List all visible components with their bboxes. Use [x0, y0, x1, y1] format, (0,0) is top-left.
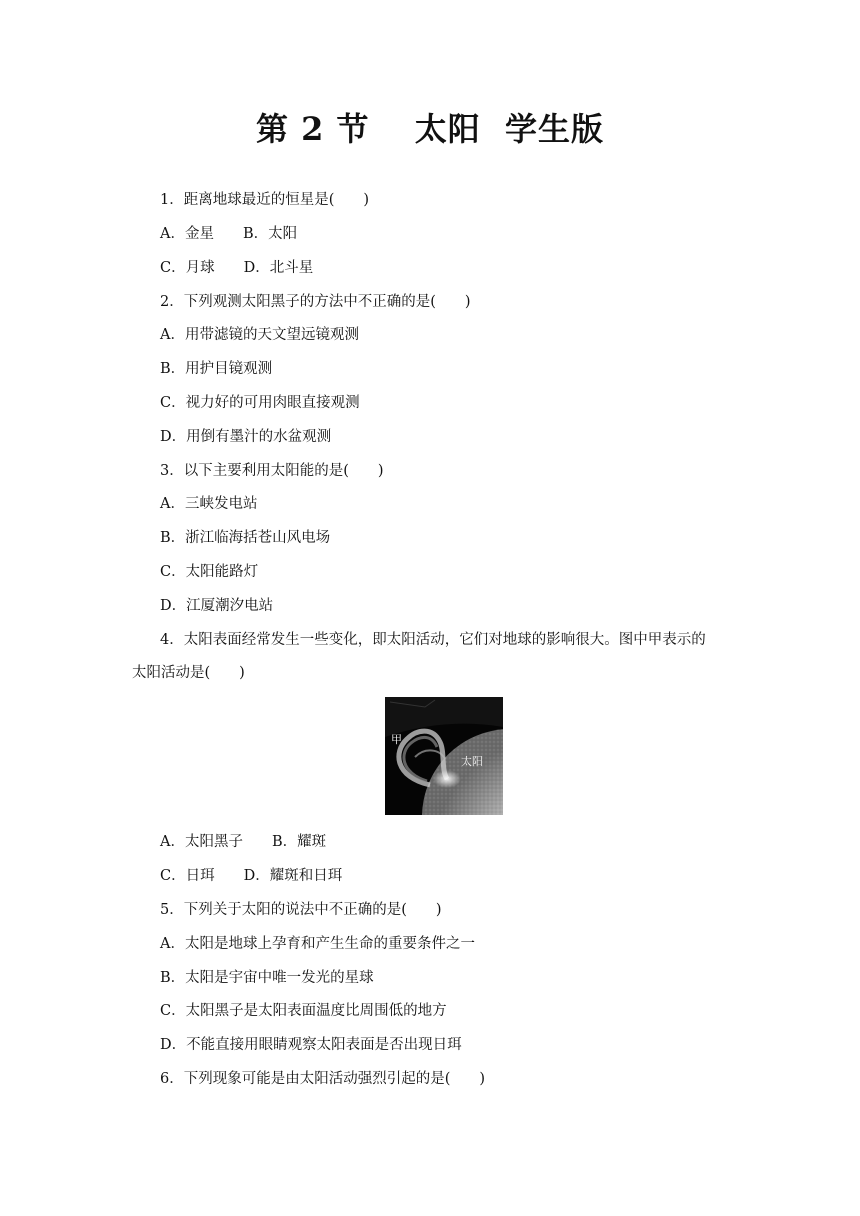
- question-1-option-cd: C．月球 D．北斗星: [160, 260, 314, 276]
- question-3-option-a: A．三峡发电站: [160, 496, 258, 512]
- question-1-option-ab: A．金星 B．太阳: [160, 226, 298, 242]
- figure-label-jia: 甲: [391, 733, 402, 746]
- question-4-option-cd: C．日珥 D．耀斑和日珥: [160, 868, 343, 884]
- question-5-option-c: C．太阳黑子是太阳表面温度比周围低的地方: [160, 1003, 447, 1019]
- question-2-option-a: A．用带滤镜的天文望远镜观测: [160, 327, 359, 343]
- question-4-stem-continued: 太阳活动是( ): [132, 665, 245, 681]
- question-1-stem: 1．距离地球最近的恒星是( ): [160, 192, 370, 208]
- question-3-option-b: B．浙江临海括苍山风电场: [160, 530, 331, 546]
- question-2-option-c: C．视力好的可用肉眼直接观测: [160, 395, 360, 411]
- question-2-option-b: B．用护目镜观测: [160, 361, 273, 377]
- question-5-option-b: B．太阳是宇宙中唯一发光的星球: [160, 970, 374, 986]
- question-5-option-d: D．不能直接用眼睛观察太阳表面是否出现日珥: [160, 1037, 462, 1053]
- solar-prominence-image: [385, 697, 503, 815]
- question-6-stem: 6．下列现象可能是由太阳活动强烈引起的是( ): [160, 1071, 486, 1087]
- question-3-option-d: D．江厦潮汐电站: [160, 598, 274, 614]
- question-4-option-ab: A．太阳黑子 B．耀斑: [160, 834, 327, 850]
- question-3-option-c: C．太阳能路灯: [160, 564, 259, 580]
- question-4-stem: 4．太阳表面经常发生一些变化，即太阳活动，它们对地球的影响很大。图中甲表示的: [160, 632, 706, 648]
- question-3-stem: 3．以下主要利用太阳能的是( ): [160, 463, 384, 479]
- solar-prominence-figure: [385, 697, 503, 815]
- figure-label-sun: 太阳: [461, 755, 483, 768]
- question-2-stem: 2．下列观测太阳黑子的方法中不正确的是( ): [160, 294, 471, 310]
- page-title: 第 2 节 太阳 学生版: [256, 110, 604, 148]
- question-2-option-d: D．用倒有墨汁的水盆观测: [160, 429, 332, 445]
- question-5-option-a: A．太阳是地球上孕育和产生生命的重要条件之一: [160, 936, 475, 952]
- question-5-stem: 5．下列关于太阳的说法中不正确的是( ): [160, 902, 442, 918]
